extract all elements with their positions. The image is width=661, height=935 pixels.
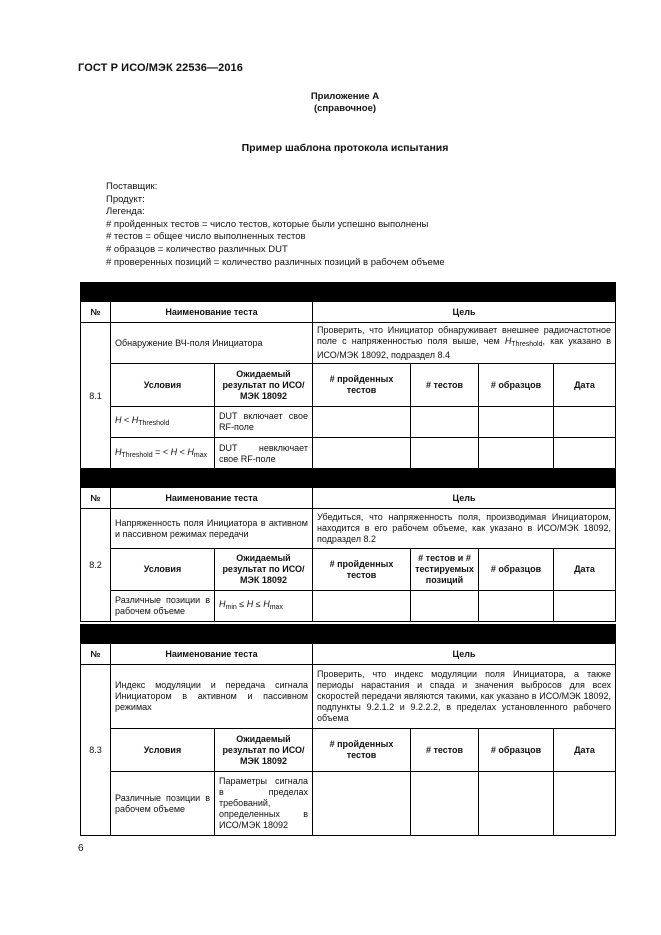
expected-result-cell: $H_{min} \le H \le H_{max}$ (215, 591, 313, 622)
col-tests-positions-header: # тестов и # тестируемых позиций (411, 549, 479, 591)
col-date-header: Дата (554, 364, 616, 407)
col-passed-header: # пройденных тестов (313, 729, 411, 772)
legend-positions: # проверенных позиций = количество различных позиций в рабочем объеме (106, 256, 445, 268)
col-expected-header: Ожидаемый результат по ИСО/МЭК 18092 (215, 364, 313, 407)
passed-cell[interactable] (313, 438, 411, 470)
col-tests-header: # тестов (411, 729, 479, 772)
legend-samples: # образцов = количество различных DUT (106, 243, 288, 255)
expected-result-cell: DUT невключает свое RF-поле (215, 438, 313, 470)
col-conditions-header: Условия (111, 549, 215, 591)
samples-cell[interactable] (479, 438, 554, 470)
table-header-bar (81, 469, 616, 488)
expected-result-cell: Параметры сигнала в пределах требований, определенных в ИСО/МЭК 18092 (215, 772, 313, 836)
date-cell[interactable] (554, 407, 616, 438)
test-number: 8.1 (81, 323, 111, 470)
test-table-8-2 (80, 468, 616, 622)
tests-positions-cell[interactable] (411, 591, 479, 622)
col-goal-header: Цель (313, 488, 616, 509)
col-test-name-header: Наименование теста (111, 644, 313, 665)
passed-cell[interactable] (313, 591, 411, 622)
test-table-8-1 (80, 282, 616, 470)
date-cell[interactable] (554, 438, 616, 470)
col-passed-header: # пройденных тестов (313, 549, 411, 591)
col-conditions-header: Условия (111, 364, 215, 407)
appendix-note: (справочное) (313, 103, 377, 114)
legend-supplier: Поставщик: (106, 181, 158, 192)
tests-cell[interactable] (411, 407, 479, 438)
expected-result-cell: DUT включает свое RF-поле (215, 407, 313, 438)
col-expected-header: Ожидаемый результат по ИСО/МЭК 18092 (215, 549, 313, 591)
condition-cell: Различные позиции в рабочем объеме (111, 772, 215, 836)
table-header-bar (81, 625, 616, 644)
document-title: Пример шаблона протокола испытания (241, 142, 449, 154)
test-number: 8.2 (81, 509, 111, 622)
samples-cell[interactable] (479, 591, 554, 622)
test-goal: Убедиться, что напряженность поля, производимая Инициатором, находится в его рабочем объеме, как указано в ИСО/МЭК 18092, подраздел 8.2 (313, 509, 616, 549)
col-tests-header: # тестов (411, 364, 479, 407)
col-samples-header: # образцов (479, 549, 554, 591)
legend-tests: # тестов = общее число выполненных тестов (106, 231, 306, 243)
legend-passed: # пройденных тестов = число тестов, которые были успешно выполнены (106, 218, 429, 230)
appendix-heading (300, 91, 390, 115)
legend-label: Легенда: (106, 206, 145, 218)
condition-cell: Различные позиции в рабочем объеме (111, 591, 215, 622)
col-num-header: № (81, 302, 111, 323)
col-expected-header: Ожидаемый результат по ИСО/МЭК 18092 (215, 729, 313, 772)
col-test-name-header: Наименование теста (111, 488, 313, 509)
samples-cell[interactable] (479, 407, 554, 438)
tests-cell[interactable] (411, 772, 479, 836)
test-table-8-3 (80, 624, 616, 836)
col-conditions-header: Условия (111, 729, 215, 772)
test-number: 8.3 (81, 665, 111, 836)
date-cell[interactable] (554, 772, 616, 836)
table-header-bar (81, 283, 616, 302)
col-test-name-header: Наименование теста (111, 302, 313, 323)
test-name: Напряженность поля Инициатора в активном и пассивном режимах передачи (111, 509, 313, 549)
document-header: ГОСТ Р ИСО/МЭК 22536—2016 (78, 62, 243, 74)
test-name: Индекс модуляции и передача сигнала Инициатором в активном и пассивном режимах (111, 665, 313, 729)
date-cell[interactable] (554, 591, 616, 622)
col-num-header: № (81, 488, 111, 509)
samples-cell[interactable] (479, 772, 554, 836)
condition-cell: $H_{Threshold}$ = < $H < H_{max}$ (111, 438, 215, 470)
col-goal-header: Цель (313, 644, 616, 665)
col-samples-header: # образцов (479, 729, 554, 772)
legend-block (106, 181, 445, 269)
tests-cell[interactable] (411, 438, 479, 470)
col-samples-header: # образцов (479, 364, 554, 407)
col-num-header: № (81, 644, 111, 665)
passed-cell[interactable] (313, 407, 411, 438)
condition-cell: $H < H_{Threshold}$ (111, 407, 215, 438)
passed-cell[interactable] (313, 772, 411, 836)
test-goal: Проверить, что индекс модуляции поля Инициатора, а также периоды нарастания и спада и значения выбросов для всех скоростей передачи являются такими, как указано в ИСО/МЭК 18092, подпункты 9.2.1.2 и 9.2.2.2, в пределах установленного рабочего объема (313, 665, 616, 729)
test-goal: Проверить, что Инициатор обнаруживает внешнее радиочастотное поле с напряженностью поля выше, чем $H_{Threshold}$, как указано в ИСО/МЭК 18092, подраздел 8.4 (313, 323, 616, 364)
col-date-header: Дата (554, 549, 616, 591)
appendix-title: Приложение А (310, 91, 380, 102)
page-number: 6 (78, 843, 84, 854)
col-passed-header: # пройденных тестов (313, 364, 411, 407)
test-name: Обнаружение ВЧ-поля Инициатора (111, 323, 313, 364)
col-date-header: Дата (554, 729, 616, 772)
legend-product: Продукт: (106, 193, 145, 205)
col-goal-header: Цель (313, 302, 616, 323)
